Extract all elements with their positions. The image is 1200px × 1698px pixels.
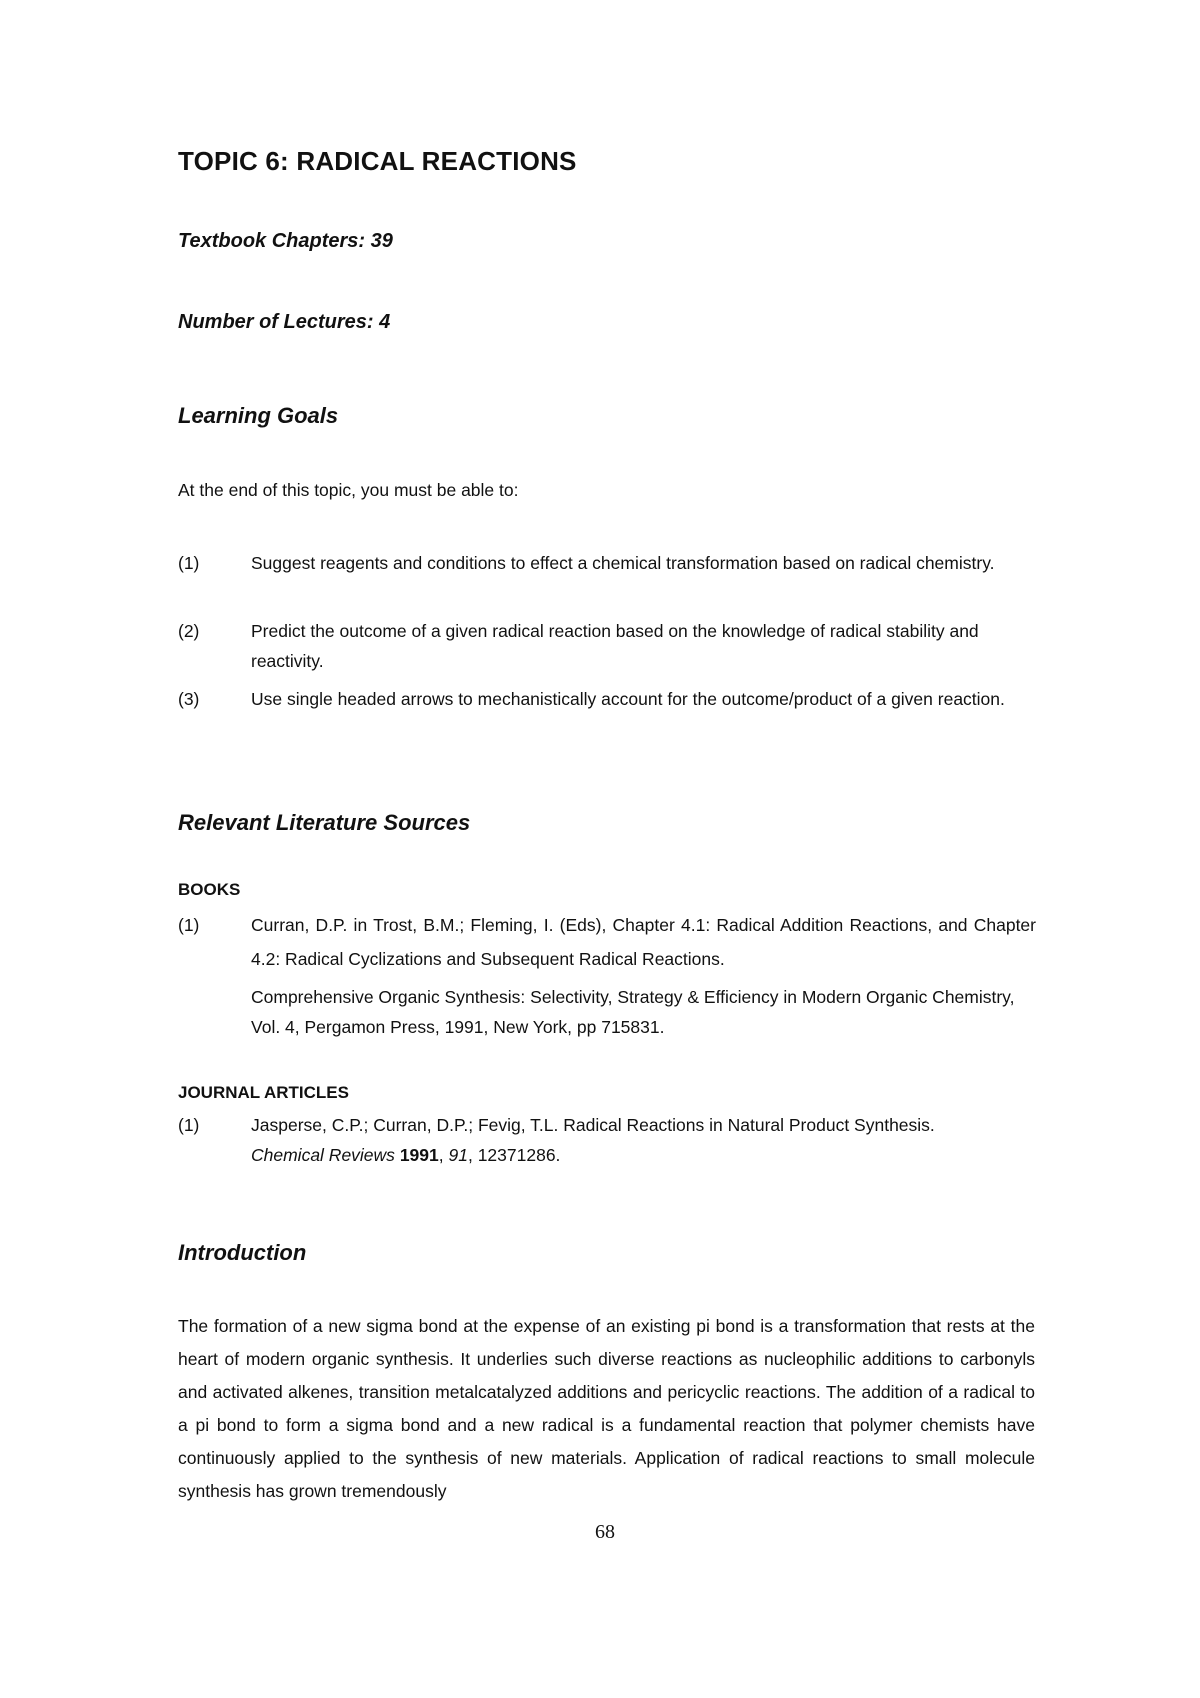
- book-number: (1): [178, 915, 200, 935]
- introduction-text-last: materials. Application of radical reactions to small molecule synthesis has grown tremendously: [178, 1448, 1035, 1501]
- goal-text: Suggest reagents and conditions to effect a chemical transformation based on radical chemistry.: [251, 553, 995, 573]
- journal-pages: 12371286.: [477, 1145, 561, 1165]
- goal-number: (3): [178, 689, 200, 709]
- learning-goals-heading: Learning Goals: [178, 403, 339, 428]
- journal-article-text: Jasperse, C.P.; Curran, D.P.; Fevig, T.L. Radical Reactions in Natural Product Synthesis.: [251, 1115, 935, 1135]
- journal-number: (1): [178, 1115, 200, 1135]
- book-text-continued: Comprehensive Organic Synthesis: Selectivity, Strategy & Efficiency in Modern Organic Chemistry, Vol. 4, Pergamon Press, 1991, New York, pp 715831.: [251, 987, 1015, 1037]
- literature-heading: Relevant Literature Sources: [178, 810, 471, 835]
- books-label: BOOKS: [178, 880, 241, 899]
- goal-number: (1): [178, 553, 200, 573]
- goal-text: Use single headed arrows to mechanistically account for the outcome/product of a given reaction.: [251, 689, 1005, 709]
- journals-label: JOURNAL ARTICLES: [178, 1083, 349, 1102]
- goal-number: (2): [178, 621, 200, 641]
- introduction-text: The formation of a new sigma bond at the expense of an existing pi bond is a transformation that rests at the heart of modern organic synthesis. It underlies such diverse reactions as nucleophilic additions to carbonyls and activated alkenes, transition metalcatalyzed additions and pericyclic reactions. The addition of a radical to a pi bond to form a sigma bond and a new radical is a fundamental reaction that polymer chemists have continuously applied to the synthesis of new: [178, 1316, 1035, 1468]
- journal-volume: 91: [448, 1145, 468, 1165]
- goal-text: Predict the outcome of a given radical reaction based on the knowledge of radical stability and reactivity.: [251, 621, 979, 671]
- page-number: 68: [595, 1521, 615, 1543]
- number-of-lectures: Number of Lectures: 4: [178, 311, 391, 333]
- journal-year: 1991: [399, 1145, 439, 1165]
- introduction-heading: Introduction: [178, 1240, 307, 1265]
- page-title: TOPIC 6: RADICAL REACTIONS: [178, 146, 577, 176]
- textbook-chapters: Textbook Chapters: 39: [178, 230, 393, 252]
- learning-goals-intro: At the end of this topic, you must be able to:: [178, 480, 519, 500]
- journal-name: Chemical Reviews: [251, 1145, 395, 1165]
- introduction-body: [178, 1310, 1035, 1508]
- book-text: Curran, D.P. in Trost, B.M.; Fleming, I. (Eds), Chapter 4.1: Radical Addition Reactions, and Chapter 4.2: Radical Cyclizations and Subsequent Radical Reactions.: [251, 915, 1036, 969]
- journal-citation: Jasperse, C.P.; Curran, D.P.; Fevig, T.L. Radical Reactions in Natural Product Synthesis. Chemical Reviews 1991, 91, 12371286.: [251, 1115, 935, 1165]
